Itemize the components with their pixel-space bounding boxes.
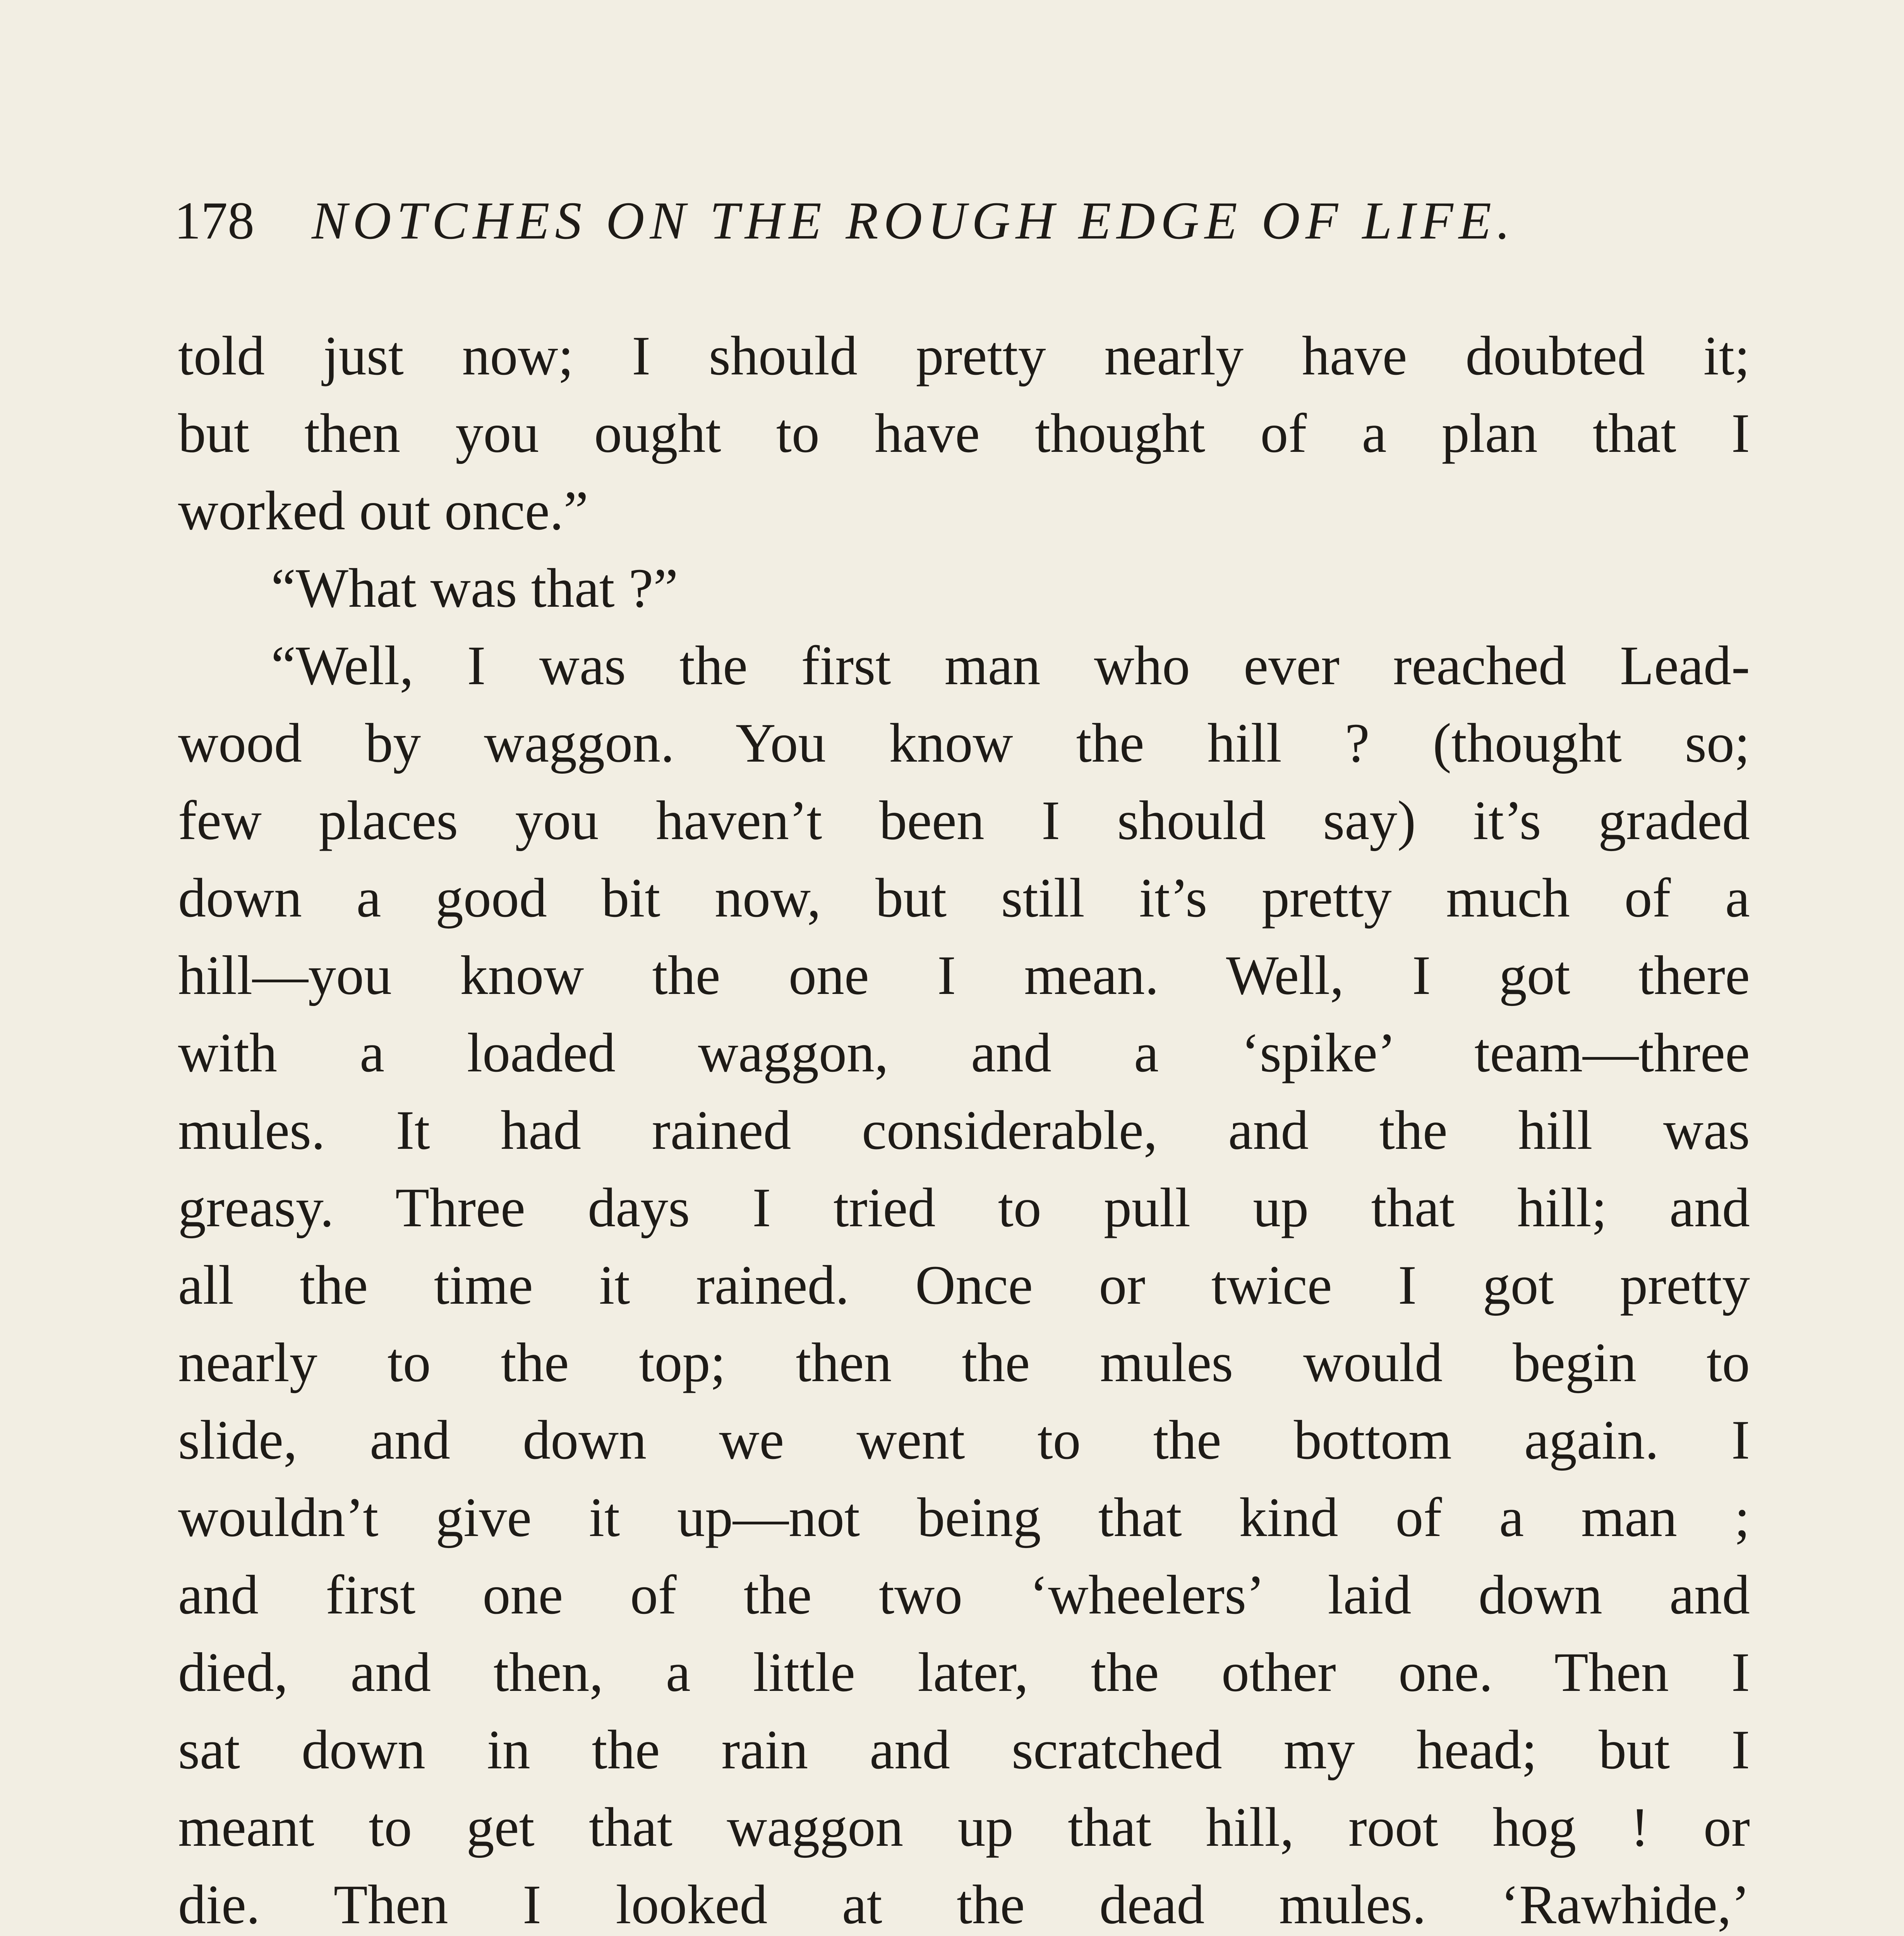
body-text [178, 318, 1750, 1936]
text-line: wouldn’t give it up—not being that kind of a man ; [178, 1487, 1750, 1548]
text-line: few places you haven’t been I should say) it’s graded [178, 790, 1750, 851]
running-title: NOTCHES ON THE ROUGH EDGE OF LIFE. [312, 191, 1516, 250]
text-line: meant to get that waggon up that hill, root hog ! or [178, 1797, 1750, 1858]
text-line: slide, and down we went to the bottom again. I [178, 1409, 1750, 1471]
text-line: die. Then I looked at the dead mules. ‘Rawhide,’ [178, 1874, 1750, 1936]
text-line: mules. It had rained considerable, and the hill was [178, 1100, 1750, 1161]
text-line: and first one of the two ‘wheelers’ laid down and [178, 1564, 1750, 1626]
text-line: greasy. Three days I tried to pull up that hill; and [178, 1177, 1750, 1239]
paragraph [178, 318, 1750, 550]
text-line: all the time it rained. Once or twice I got pretty [178, 1255, 1750, 1316]
text-line: wood by waggon. You know the hill ? (thought so; [178, 712, 1750, 774]
text-line: nearly to the top; then the mules would begin to [178, 1332, 1750, 1394]
paragraph [178, 550, 1750, 627]
text-line: hill—you know the one I mean. Well, I got there [178, 945, 1750, 1006]
text-line: with a loaded waggon, and a ‘spike’ team—three [178, 1022, 1750, 1084]
text-line: “Well, I was the first man who ever reached Lead- [271, 635, 1750, 697]
text-line: died, and then, a little later, the other one. Then I [178, 1642, 1750, 1703]
text-line: told just now; I should pretty nearly have doubted it; [178, 325, 1750, 387]
text-line: but then you ought to have thought of a plan that I [178, 403, 1750, 464]
text-line: “What was that ?” [271, 558, 678, 619]
running-header [174, 182, 1703, 259]
paragraph [178, 627, 1750, 1936]
page-number: 178 [174, 191, 254, 250]
text-line: down a good bit now, but still it’s pretty much of a [178, 867, 1750, 929]
text-line: worked out once.” [178, 480, 588, 542]
text-line: sat down in the rain and scratched my head; but I [178, 1719, 1750, 1781]
